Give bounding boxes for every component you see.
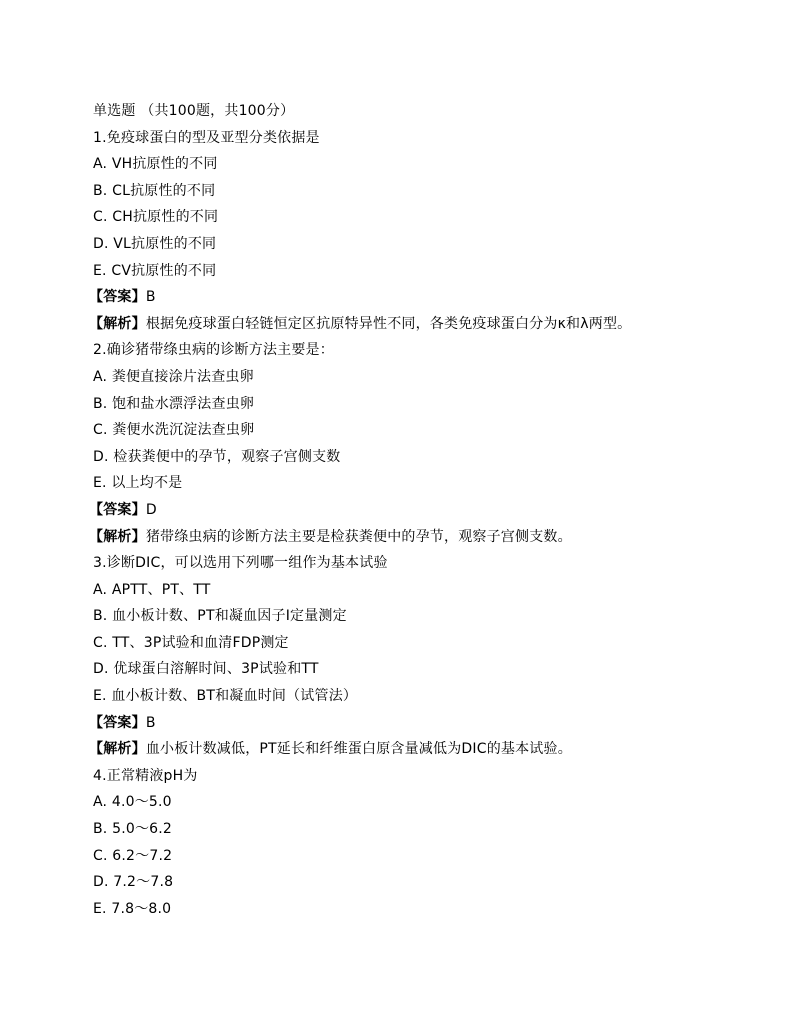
answer-line xyxy=(89,710,733,737)
analysis-tag: 【解析】 xyxy=(89,741,146,758)
option-d: D. 检获粪便中的孕节，观察子宫侧支数 xyxy=(93,448,341,465)
analysis-text: 血小板计数减低，PT延长和纤维蛋白原含量减低为DIC的基本试验。 xyxy=(145,741,572,758)
option-c: C. TT、3P试验和血清FDP测定 xyxy=(93,634,289,651)
option-d: D. 7.2～7.8 xyxy=(93,874,174,891)
option-e: E. CV抗原性的不同 xyxy=(93,262,217,279)
analysis-line xyxy=(89,524,733,551)
analysis-line xyxy=(89,311,733,338)
option-e: E. 血小板计数、BT和凝血时间（试管法） xyxy=(93,688,358,705)
question-3 xyxy=(89,550,733,763)
answer-value: B xyxy=(145,289,156,306)
option-c: C. 粪便水洗沉淀法查虫卵 xyxy=(93,422,255,439)
answer-value: D xyxy=(145,501,157,518)
question-1 xyxy=(89,125,733,338)
answer-tag: 【答案】 xyxy=(89,501,146,518)
analysis-text: 根据免疫球蛋白轻链恒定区抗原特异性不同，各类免疫球蛋白分为κ和λ两型。 xyxy=(145,315,632,332)
analysis-tag: 【解析】 xyxy=(89,315,146,332)
answer-line xyxy=(89,497,733,524)
option-a: A. VH抗原性的不同 xyxy=(93,156,218,173)
option-d: D. 优球蛋白溶解时间、3P试验和TT xyxy=(93,661,319,678)
answer-value: B xyxy=(145,714,156,731)
option-b: B. 饱和盐水漂浮法查虫卵 xyxy=(93,395,255,412)
option-c: C. CH抗原性的不同 xyxy=(93,209,219,226)
option-a: A. APTT、PT、TT xyxy=(93,581,211,598)
option-e: E. 7.8～8.0 xyxy=(93,900,172,917)
question-stem: 2.确诊猪带绦虫病的诊断方法主要是： xyxy=(93,342,334,359)
option-c: C. 6.2～7.2 xyxy=(93,847,173,864)
question-stem: 1.免疫球蛋白的型及亚型分类依据是 xyxy=(93,129,320,146)
question-stem: 4.正常精液pH为 xyxy=(93,767,198,784)
option-b: B. CL抗原性的不同 xyxy=(93,182,216,199)
question-stem: 3.诊断DIC，可以选用下列哪一组作为基本试验 xyxy=(93,555,388,572)
question-2 xyxy=(89,337,733,550)
section-title: 单选题 （共100题，共100分） xyxy=(93,103,295,119)
analysis-line xyxy=(89,736,733,763)
option-d: D. VL抗原性的不同 xyxy=(93,235,217,252)
answer-tag: 【答案】 xyxy=(89,289,146,306)
option-b: B. 血小板计数、PT和凝血因子Ⅰ定量测定 xyxy=(93,608,347,625)
answer-tag: 【答案】 xyxy=(89,714,146,731)
option-e: E. 以上均不是 xyxy=(93,475,183,492)
answer-line xyxy=(89,284,733,311)
option-b: B. 5.0～6.2 xyxy=(93,821,173,838)
question-4 xyxy=(93,763,733,923)
option-a: A. 粪便直接涂片法查虫卵 xyxy=(93,368,254,385)
option-a: A. 4.0～5.0 xyxy=(93,794,172,811)
analysis-tag: 【解析】 xyxy=(89,528,146,545)
analysis-text: 猪带绦虫病的诊断方法主要是检获粪便中的孕节，观察子宫侧支数。 xyxy=(145,528,572,545)
question-content xyxy=(89,98,733,922)
